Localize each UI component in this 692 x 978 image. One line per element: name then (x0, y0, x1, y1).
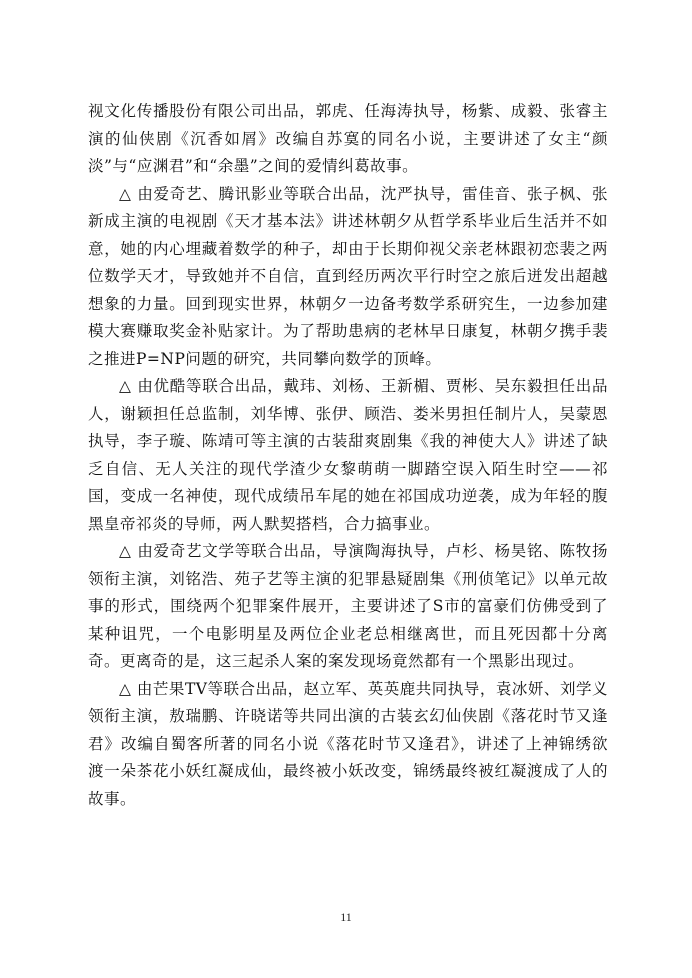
paragraph-falling-flowers: △ 由芒果TV等联合出品，赵立军、英英鹿共同执导，袁冰妍、刘学义领衔主演，敖瑞鹏、许晓诺等共同出演的古装玄幻仙侠剧《落花时节又逢君》改编自蜀客所著的同名小说《落花时节又逢君》，讲述了上神锦绣欲渡一朵茶花小妖红凝成仙，最终被小妖改变，锦绣最终被红凝渡成了人的故事。 (88, 679, 608, 808)
paragraph-criminal-notes: △ 由爱奇艺文学等联合出品，导演陶海执导，卢杉、杨昊铭、陈牧扬领衔主演，刘铭浩、苑子艺等主演的犯罪悬疑剧集《刑侦笔记》以单元故事的形式，围绕两个犯罪案件展开，主要讲述了S市的富豪们仿佛受到了某种诅咒，一个电影明星及两位企业老总相继离世，而且死因都十分离奇。更离奇的是，这三起杀人案的案发现场竟然都有一个黑影出现过。 (88, 542, 608, 670)
paragraph-continuation: 视文化传播股份有限公司出品，郭虎、任海涛执导，杨紫、成毅、张睿主演的仙侠剧《沉香如屑》改编自苏寞的同名小说，主要讲述了女主“颜淡”与“应渊君”和“余墨”之间的爱情纠葛故事。 (88, 102, 608, 175)
paragraph-my-divine-messenger: △ 由优酷等联合出品，戴玮、刘杨、王新楣、贾彬、吴东毅担任出品人，谢颖担任总监制，刘华博、张伊、顾浩、娄米男担任制片人，吴蒙恩执导，李子璇、陈靖可等主演的古装甜爽剧集《我的神使大人》讲述了缺乏自信、无人关注的现代学渣少女黎萌萌一脚踏空误入陌生时空——祁国，变成一名神使，现代成绩吊车尾的她在祁国成功逆袭，成为年轻的腹黑皇帝祁炎的导师，两人默契搭档，合力搞事业。 (88, 377, 608, 533)
page-number: 11 (340, 910, 352, 924)
body-text (88, 98, 608, 813)
paragraph-genius-basic-law: △ 由爱奇艺、腾讯影业等联合出品，沈严执导，雷佳音、张子枫、张新成主演的电视剧《天才基本法》讲述林朝夕从哲学系毕业后生活并不如意，她的内心埋藏着数学的种子，却由于长期仰视父亲老林跟初恋裴之两位数学天才，导致她并不自信，直到经历两次平行时空之旅后迸发出超越想象的力量。回到现实世界，林朝夕一边备考数学系研究生，一边参加建模大赛赚取奖金补贴家计。为了帮助患病的老林早日康复，林朝夕携手裴之推进P=NP问题的研究，共同攀向数学的顶峰。 (88, 184, 608, 368)
